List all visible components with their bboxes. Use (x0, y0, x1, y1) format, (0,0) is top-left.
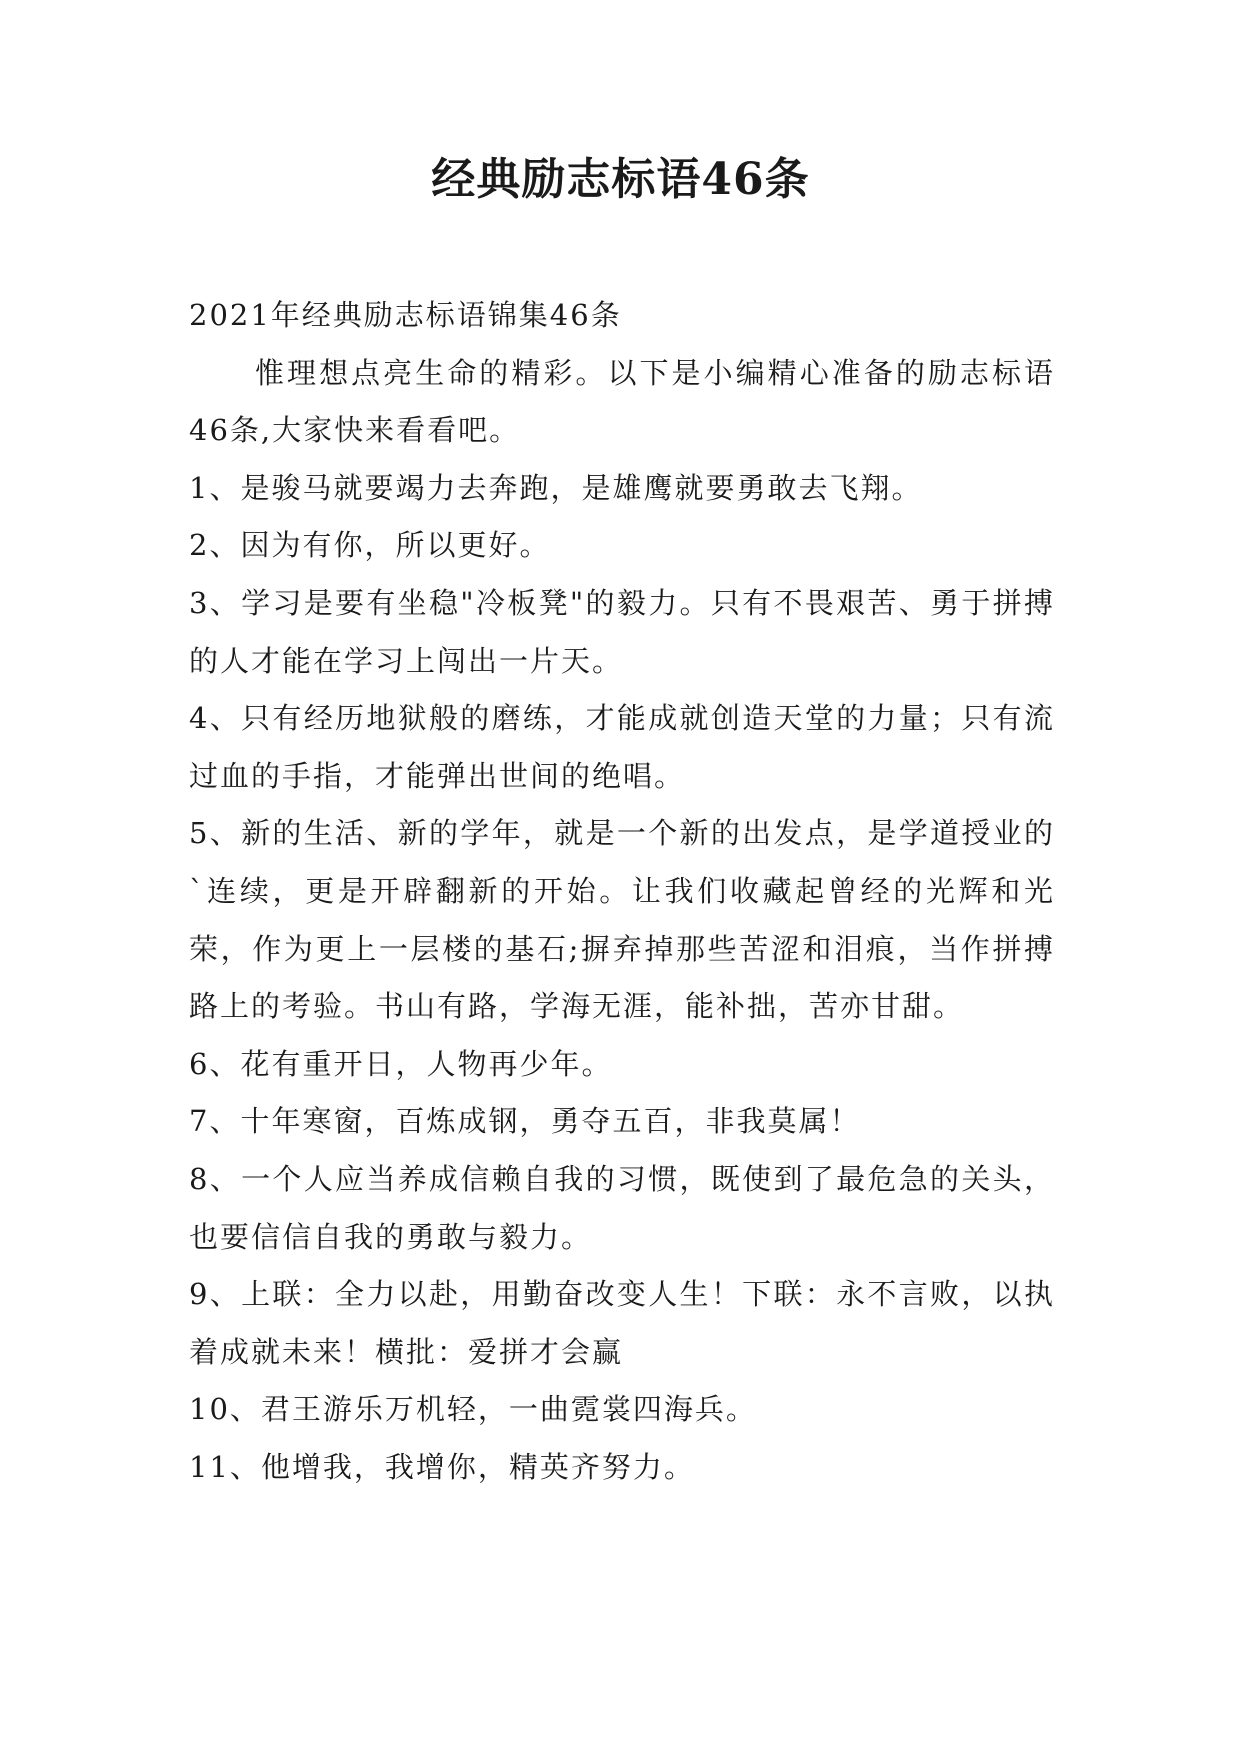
list-item: 4、只有经历地狱般的磨练，才能成就创造天堂的力量；只有流过血的手指，才能弹出世间的绝唱。 (189, 701, 1055, 793)
list-item: 9、上联：全力以赴，用勤奋改变人生！下联：永不言败，以执着成就未来！横批：爱拼才会赢 (189, 1277, 1055, 1369)
list-item: 1、是骏马就要竭力去奔跑，是雄鹰就要勇敢去飞翔。 (189, 470, 923, 505)
list-item: 11、他增我，我增你，精英齐努力。 (189, 1449, 695, 1484)
page-title: 经典励志标语46条 (431, 154, 810, 205)
list-item: 10、君王游乐万机轻，一曲霓裳四海兵。 (189, 1392, 757, 1427)
list-item: 8、一个人应当养成信赖自我的习惯，既使到了最危急的关头，也要信信自我的勇敢与毅力。 (189, 1161, 1055, 1254)
document-body (189, 287, 1055, 1496)
list-item: 5、新的生活、新的学年，就是一个新的出发点，是学道授业的`连续，更是开辟翻新的开始。让我们收藏起曾经的光辉和光荣，作为更上一层楼的基石;摒弃掉那些苦涩和泪痕，当作拼搏路上的考验。书山有路，学海无涯，能补拙，苦亦甘甜。 (189, 816, 1055, 1024)
list-item: 7、十年寒窗，百炼成钢，勇夺五百，非我莫属！ (189, 1104, 861, 1139)
intro-paragraph: 惟理想点亮生命的精彩。以下是小编精心准备的励志标语46条,大家快来看看吧。 (189, 355, 1055, 448)
list-item: 6、花有重开日，人物再少年。 (189, 1046, 613, 1081)
document-subtitle: 2021年经典励志标语锦集46条 (189, 298, 622, 332)
list-item: 2、因为有你，所以更好。 (189, 528, 551, 563)
list-item: 3、学习是要有坐稳"冷板凳"的毅力。只有不畏艰苦、勇于拼搏的人才能在学习上闯出一片天。 (189, 585, 1055, 678)
